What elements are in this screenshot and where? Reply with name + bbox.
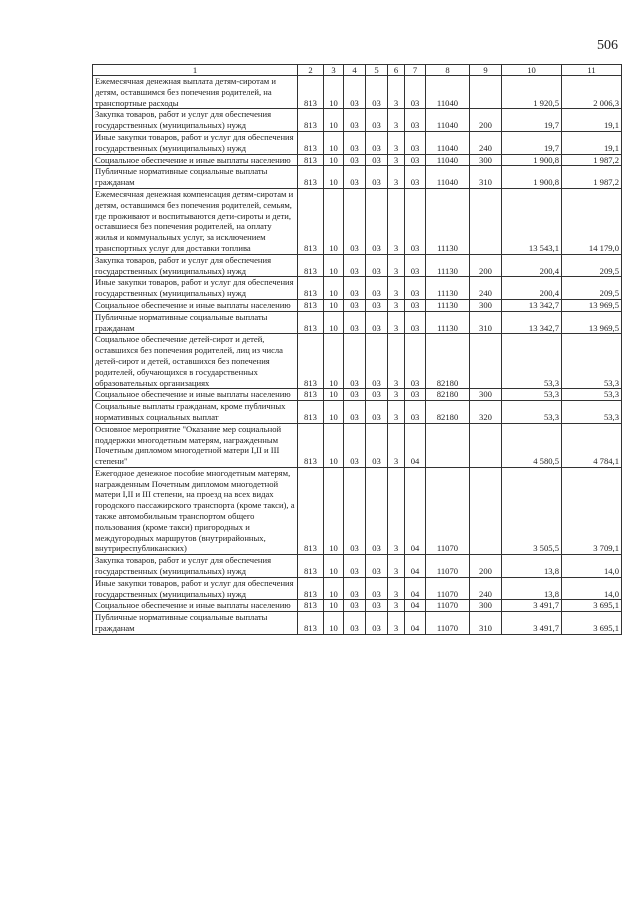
row-name-cell: Иные закупки товаров, работ и услуг для обеспечения государственных (муниципальных) нужд [93, 131, 298, 154]
cell-col-7: 03 [405, 334, 426, 389]
cell-col-8: 82180 [426, 389, 470, 401]
table-row [93, 254, 622, 277]
cell-col-5: 03 [366, 467, 388, 554]
cell-col-8: 11130 [426, 311, 470, 334]
cell-col-8: 11070 [426, 555, 470, 578]
column-header-5: 5 [366, 65, 388, 76]
cell-col-9: 240 [470, 577, 502, 600]
cell-col-8: 11130 [426, 299, 470, 311]
cell-col-6: 3 [388, 389, 405, 401]
table-row [93, 600, 622, 612]
cell-col-7: 03 [405, 131, 426, 154]
cell-col-6: 3 [388, 166, 405, 189]
cell-col-11: 1 987,2 [562, 166, 622, 189]
cell-col-2: 813 [298, 254, 324, 277]
cell-col-10: 1 900,8 [502, 166, 562, 189]
cell-col-7: 03 [405, 299, 426, 311]
cell-col-2: 813 [298, 131, 324, 154]
table-row [93, 154, 622, 166]
cell-col-2: 813 [298, 612, 324, 635]
cell-col-6: 3 [388, 311, 405, 334]
cell-col-9: 300 [470, 389, 502, 401]
cell-col-5: 03 [366, 277, 388, 300]
cell-col-11: 3 695,1 [562, 612, 622, 635]
cell-col-8 [426, 423, 470, 467]
cell-col-10: 1 920,5 [502, 76, 562, 109]
cell-col-4: 03 [344, 423, 366, 467]
cell-col-9: 300 [470, 299, 502, 311]
column-header-7: 7 [405, 65, 426, 76]
cell-col-2: 813 [298, 577, 324, 600]
row-name-cell: Публичные нормативные социальные выплаты гражданам [93, 612, 298, 635]
cell-col-9 [470, 334, 502, 389]
cell-col-4: 03 [344, 277, 366, 300]
cell-col-3: 10 [324, 109, 344, 132]
cell-col-7: 04 [405, 467, 426, 554]
cell-col-4: 03 [344, 555, 366, 578]
cell-col-6: 3 [388, 131, 405, 154]
cell-col-6: 3 [388, 254, 405, 277]
table-row [93, 76, 622, 109]
cell-col-4: 03 [344, 612, 366, 635]
cell-col-9 [470, 423, 502, 467]
cell-col-10: 53,3 [502, 401, 562, 424]
cell-col-3: 10 [324, 467, 344, 554]
cell-col-6: 3 [388, 188, 405, 254]
cell-col-5: 03 [366, 311, 388, 334]
cell-col-4: 03 [344, 109, 366, 132]
cell-col-6: 3 [388, 109, 405, 132]
cell-col-11: 1 987,2 [562, 154, 622, 166]
cell-col-5: 03 [366, 389, 388, 401]
column-header-4: 4 [344, 65, 366, 76]
cell-col-2: 813 [298, 299, 324, 311]
cell-col-10: 13,8 [502, 555, 562, 578]
cell-col-8: 11130 [426, 277, 470, 300]
cell-col-2: 813 [298, 166, 324, 189]
column-header-8: 8 [426, 65, 470, 76]
cell-col-8: 11070 [426, 612, 470, 635]
table-row [93, 555, 622, 578]
cell-col-4: 03 [344, 166, 366, 189]
cell-col-8: 11070 [426, 577, 470, 600]
cell-col-6: 3 [388, 334, 405, 389]
cell-col-5: 03 [366, 299, 388, 311]
cell-col-4: 03 [344, 131, 366, 154]
cell-col-9: 320 [470, 401, 502, 424]
cell-col-10: 4 580,5 [502, 423, 562, 467]
cell-col-9: 200 [470, 254, 502, 277]
table-row [93, 401, 622, 424]
cell-col-11: 13 969,5 [562, 299, 622, 311]
row-name-cell: Публичные нормативные социальные выплаты гражданам [93, 311, 298, 334]
cell-col-4: 03 [344, 154, 366, 166]
cell-col-3: 10 [324, 555, 344, 578]
cell-col-11: 3 709,1 [562, 467, 622, 554]
row-name-cell: Социальное обеспечение и иные выплаты населению [93, 299, 298, 311]
row-name-cell: Ежемесячная денежная компенсация детям-сиротам и детям, оставшимся без попечения родителей, семьям, где проживают и воспитываются дети-сироты и дети, оставшиеся без попечения родителей, на оплату жилья и коммунальных услуг, за исключением транспортных услуг для доставки топлива [93, 188, 298, 254]
cell-col-6: 3 [388, 299, 405, 311]
cell-col-3: 10 [324, 600, 344, 612]
column-header-3: 3 [324, 65, 344, 76]
cell-col-10: 200,4 [502, 277, 562, 300]
cell-col-2: 813 [298, 555, 324, 578]
row-name-cell: Социальное обеспечение и иные выплаты населению [93, 154, 298, 166]
cell-col-11: 14,0 [562, 577, 622, 600]
column-header-11: 11 [562, 65, 622, 76]
cell-col-3: 10 [324, 401, 344, 424]
cell-col-8: 11040 [426, 131, 470, 154]
cell-col-6: 3 [388, 612, 405, 635]
cell-col-4: 03 [344, 600, 366, 612]
cell-col-7: 03 [405, 311, 426, 334]
cell-col-10: 200,4 [502, 254, 562, 277]
cell-col-5: 03 [366, 109, 388, 132]
cell-col-8: 11040 [426, 109, 470, 132]
cell-col-9: 200 [470, 555, 502, 578]
cell-col-4: 03 [344, 334, 366, 389]
cell-col-6: 3 [388, 467, 405, 554]
cell-col-9 [470, 467, 502, 554]
table-row [93, 299, 622, 311]
cell-col-8: 11070 [426, 600, 470, 612]
table-row [93, 577, 622, 600]
cell-col-9: 300 [470, 600, 502, 612]
cell-col-11: 4 784,1 [562, 423, 622, 467]
cell-col-5: 03 [366, 612, 388, 635]
table-row [93, 131, 622, 154]
column-header-9: 9 [470, 65, 502, 76]
budget-table [92, 64, 622, 635]
table-row [93, 311, 622, 334]
cell-col-6: 3 [388, 76, 405, 109]
cell-col-5: 03 [366, 154, 388, 166]
cell-col-3: 10 [324, 612, 344, 635]
column-header-1: 1 [93, 65, 298, 76]
cell-col-5: 03 [366, 577, 388, 600]
cell-col-4: 03 [344, 401, 366, 424]
cell-col-9: 310 [470, 311, 502, 334]
cell-col-6: 3 [388, 577, 405, 600]
cell-col-4: 03 [344, 577, 366, 600]
cell-col-5: 03 [366, 188, 388, 254]
cell-col-10: 3 491,7 [502, 612, 562, 635]
cell-col-7: 03 [405, 277, 426, 300]
cell-col-7: 03 [405, 188, 426, 254]
cell-col-11: 14,0 [562, 555, 622, 578]
cell-col-6: 3 [388, 555, 405, 578]
row-name-cell: Социальные выплаты гражданам, кроме публичных нормативных социальных выплат [93, 401, 298, 424]
cell-col-10: 19,7 [502, 131, 562, 154]
row-name-cell: Публичные нормативные социальные выплаты гражданам [93, 166, 298, 189]
cell-col-2: 813 [298, 467, 324, 554]
cell-col-11: 209,5 [562, 254, 622, 277]
cell-col-11: 14 179,0 [562, 188, 622, 254]
cell-col-3: 10 [324, 277, 344, 300]
header-row [93, 65, 622, 76]
table-row [93, 467, 622, 554]
cell-col-9 [470, 76, 502, 109]
cell-col-10: 13 342,7 [502, 299, 562, 311]
cell-col-10: 13,8 [502, 577, 562, 600]
cell-col-9: 300 [470, 154, 502, 166]
cell-col-5: 03 [366, 555, 388, 578]
cell-col-8: 11130 [426, 188, 470, 254]
column-header-2: 2 [298, 65, 324, 76]
cell-col-2: 813 [298, 277, 324, 300]
cell-col-5: 03 [366, 423, 388, 467]
cell-col-9: 310 [470, 166, 502, 189]
cell-col-3: 10 [324, 577, 344, 600]
cell-col-3: 10 [324, 334, 344, 389]
cell-col-4: 03 [344, 311, 366, 334]
cell-col-11: 209,5 [562, 277, 622, 300]
cell-col-5: 03 [366, 131, 388, 154]
cell-col-7: 03 [405, 76, 426, 109]
cell-col-5: 03 [366, 254, 388, 277]
row-name-cell: Ежемесячная денежная выплата детям-сиротам и детям, оставшимся без попечения родителей, на транспортные расходы [93, 76, 298, 109]
cell-col-2: 813 [298, 423, 324, 467]
cell-col-4: 03 [344, 389, 366, 401]
cell-col-8: 11040 [426, 154, 470, 166]
row-name-cell: Ежегодное денежное пособие многодетным матерям, награжденным Почетным дипломом многодетной матери I,II и III степени, на проезд на всех видах городского пассажирского транспорта (кроме такси), а также автомобильным транспортом общего пользования (кроме такси) пригородных и междугородных маршрутов (внутрирайонных, внутриреспубликанских) [93, 467, 298, 554]
cell-col-4: 03 [344, 467, 366, 554]
table-row [93, 277, 622, 300]
cell-col-6: 3 [388, 277, 405, 300]
cell-col-11: 2 006,3 [562, 76, 622, 109]
row-name-cell: Основное мероприятие "Оказание мер социальной поддержки многодетным матерям, награжденным Почетным дипломом многодетной матери I,II и III степени" [93, 423, 298, 467]
cell-col-7: 04 [405, 555, 426, 578]
cell-col-11: 53,3 [562, 334, 622, 389]
cell-col-3: 10 [324, 423, 344, 467]
cell-col-7: 04 [405, 423, 426, 467]
cell-col-11: 13 969,5 [562, 311, 622, 334]
cell-col-7: 03 [405, 401, 426, 424]
cell-col-5: 03 [366, 334, 388, 389]
table-row [93, 166, 622, 189]
cell-col-3: 10 [324, 311, 344, 334]
table-row [93, 109, 622, 132]
cell-col-3: 10 [324, 254, 344, 277]
cell-col-10: 3 505,5 [502, 467, 562, 554]
cell-col-5: 03 [366, 166, 388, 189]
cell-col-6: 3 [388, 154, 405, 166]
cell-col-8: 82180 [426, 401, 470, 424]
cell-col-4: 03 [344, 254, 366, 277]
row-name-cell: Иные закупки товаров, работ и услуг для обеспечения государственных (муниципальных) нужд [93, 577, 298, 600]
row-name-cell: Закупка товаров, работ и услуг для обеспечения государственных (муниципальных) нужд [93, 254, 298, 277]
cell-col-2: 813 [298, 600, 324, 612]
cell-col-6: 3 [388, 401, 405, 424]
cell-col-3: 10 [324, 131, 344, 154]
cell-col-2: 813 [298, 154, 324, 166]
row-name-cell: Социальное обеспечение и иные выплаты населению [93, 600, 298, 612]
cell-col-5: 03 [366, 76, 388, 109]
table-row [93, 423, 622, 467]
cell-col-8: 11070 [426, 467, 470, 554]
cell-col-10: 53,3 [502, 334, 562, 389]
cell-col-11: 53,3 [562, 401, 622, 424]
cell-col-8: 82180 [426, 334, 470, 389]
row-name-cell: Социальное обеспечение и иные выплаты населению [93, 389, 298, 401]
cell-col-6: 3 [388, 423, 405, 467]
cell-col-2: 813 [298, 334, 324, 389]
cell-col-2: 813 [298, 76, 324, 109]
cell-col-3: 10 [324, 76, 344, 109]
cell-col-7: 04 [405, 577, 426, 600]
cell-col-11: 3 695,1 [562, 600, 622, 612]
cell-col-2: 813 [298, 311, 324, 334]
cell-col-9 [470, 188, 502, 254]
table-row [93, 612, 622, 635]
cell-col-9: 240 [470, 277, 502, 300]
cell-col-11: 19,1 [562, 109, 622, 132]
cell-col-2: 813 [298, 389, 324, 401]
cell-col-9: 240 [470, 131, 502, 154]
cell-col-10: 13 543,1 [502, 188, 562, 254]
cell-col-10: 19,7 [502, 109, 562, 132]
cell-col-7: 04 [405, 612, 426, 635]
cell-col-10: 1 900,8 [502, 154, 562, 166]
cell-col-10: 13 342,7 [502, 311, 562, 334]
cell-col-3: 10 [324, 188, 344, 254]
cell-col-6: 3 [388, 600, 405, 612]
cell-col-2: 813 [298, 109, 324, 132]
cell-col-9: 310 [470, 612, 502, 635]
column-header-10: 10 [502, 65, 562, 76]
cell-col-11: 19,1 [562, 131, 622, 154]
row-name-cell: Иные закупки товаров, работ и услуг для обеспечения государственных (муниципальных) нужд [93, 277, 298, 300]
cell-col-4: 03 [344, 188, 366, 254]
cell-col-10: 3 491,7 [502, 600, 562, 612]
cell-col-7: 03 [405, 166, 426, 189]
row-name-cell: Социальное обеспечение детей-сирот и детей, оставшихся без попечения родителей, лиц из числа детей-сирот и детей, оставшихся без попечения родителей, обучающихся в государственных образовательных организациях [93, 334, 298, 389]
cell-col-3: 10 [324, 154, 344, 166]
column-header-6: 6 [388, 65, 405, 76]
row-name-cell: Закупка товаров, работ и услуг для обеспечения государственных (муниципальных) нужд [93, 109, 298, 132]
cell-col-2: 813 [298, 188, 324, 254]
cell-col-2: 813 [298, 401, 324, 424]
cell-col-7: 03 [405, 254, 426, 277]
cell-col-8: 11130 [426, 254, 470, 277]
cell-col-7: 03 [405, 389, 426, 401]
table-row [93, 334, 622, 389]
cell-col-3: 10 [324, 299, 344, 311]
cell-col-5: 03 [366, 401, 388, 424]
cell-col-7: 03 [405, 109, 426, 132]
cell-col-4: 03 [344, 76, 366, 109]
cell-col-8: 11040 [426, 166, 470, 189]
cell-col-4: 03 [344, 299, 366, 311]
table-row [93, 188, 622, 254]
cell-col-7: 04 [405, 600, 426, 612]
cell-col-7: 03 [405, 154, 426, 166]
cell-col-5: 03 [366, 600, 388, 612]
table-row [93, 389, 622, 401]
page-number: 506 [597, 38, 618, 53]
cell-col-3: 10 [324, 166, 344, 189]
cell-col-11: 53,3 [562, 389, 622, 401]
cell-col-10: 53,3 [502, 389, 562, 401]
cell-col-3: 10 [324, 389, 344, 401]
row-name-cell: Закупка товаров, работ и услуг для обеспечения государственных (муниципальных) нужд [93, 555, 298, 578]
cell-col-9: 200 [470, 109, 502, 132]
cell-col-8: 11040 [426, 76, 470, 109]
